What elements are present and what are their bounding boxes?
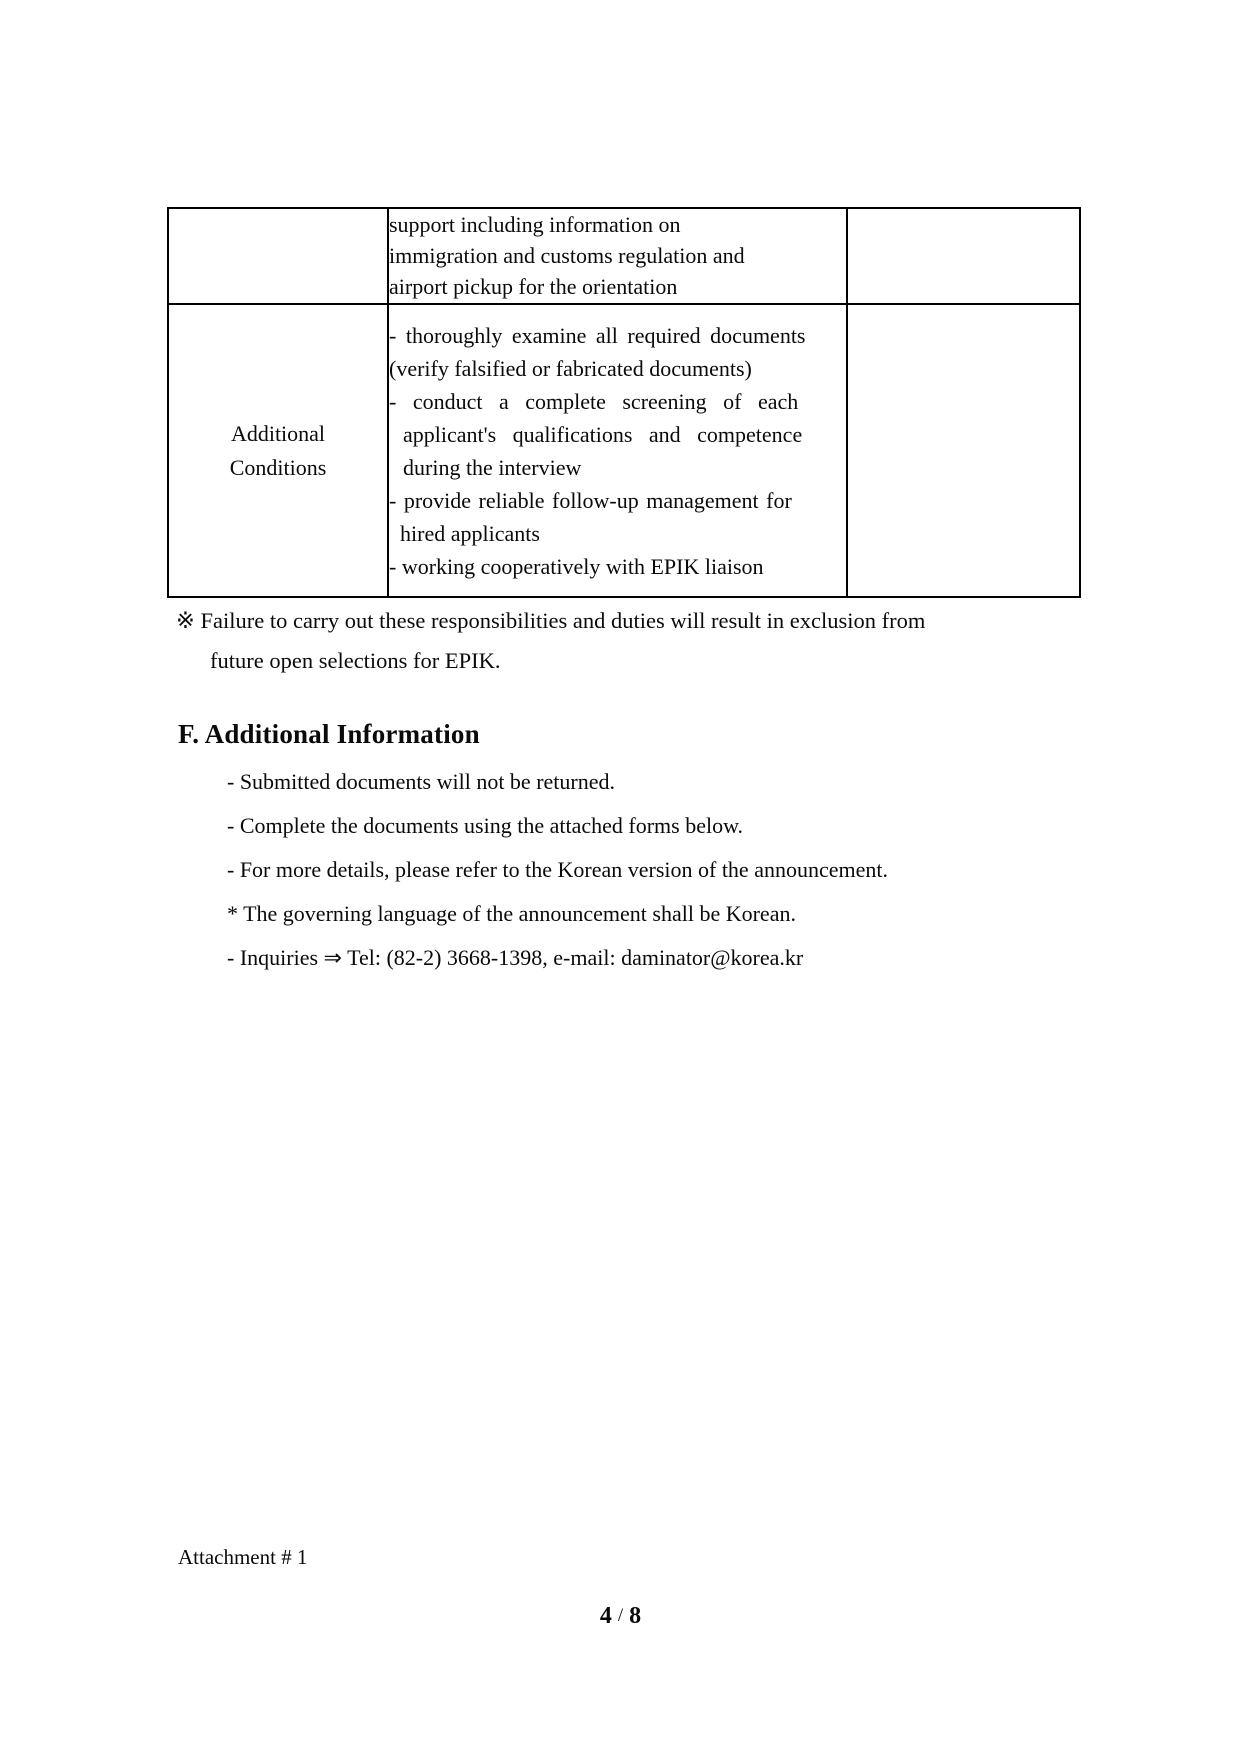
list-item: - For more details, please refer to the Korean version of the announcement. [227,857,888,882]
table-cell-additional-conditions-label [168,304,388,597]
page-current: 4 [599,1603,612,1629]
page-number [0,1603,1241,1630]
table-cell-line: - working cooperatively with EPIK liaison [389,553,764,579]
table-cell-line: immigration and customs regulation and [389,243,745,268]
list-item: - Complete the documents using the attached forms below. [227,813,744,838]
table-cell-line: support including information on [389,212,681,237]
table-cell-line: Conditions [229,454,327,480]
page-separator: / [617,1605,624,1626]
table-cell-additional-conditions-details [388,304,847,597]
table-cell-line: - conduct a complete screening of each [389,388,799,414]
table-cell-support-continued [388,208,847,304]
table-cell-line: - provide reliable follow-up management for [389,487,792,513]
table-cell-line: - thoroughly examine all required documents [389,322,806,348]
list-item: - Submitted documents will not be returned. [227,769,615,794]
table-cell-line: Additional [230,420,326,446]
table-cell-line: airport pickup for the orientation [389,274,678,299]
table-cell-line: during the interview [403,454,582,480]
failure-note-line: ※ Failure to carry out these responsibilities and duties will result in exclusion from [176,608,926,633]
table-cell-line: applicant's qualifications and competence [403,421,803,447]
table-cell-empty [168,208,388,304]
table-cell-empty [847,208,1080,304]
table-cell-empty [847,304,1080,597]
table-cell-line: hired applicants [400,520,540,546]
list-item: * The governing language of the announcement shall be Korean. [227,901,796,926]
section-heading-additional-information: F. Additional Information [178,719,480,749]
failure-note-line: future open selections for EPIK. [210,648,501,673]
additional-information-list [227,760,1087,980]
page-total: 8 [629,1603,642,1629]
list-item: - Inquiries ⇒ Tel: (82-2) 3668-1398, e-mail: daminator@korea.kr [227,945,804,970]
table-cell-line: (verify falsified or fabricated documents) [389,355,752,381]
attachment-label: Attachment # 1 [178,1545,308,1569]
responsibilities-table [167,207,1081,598]
failure-note [176,604,1076,678]
